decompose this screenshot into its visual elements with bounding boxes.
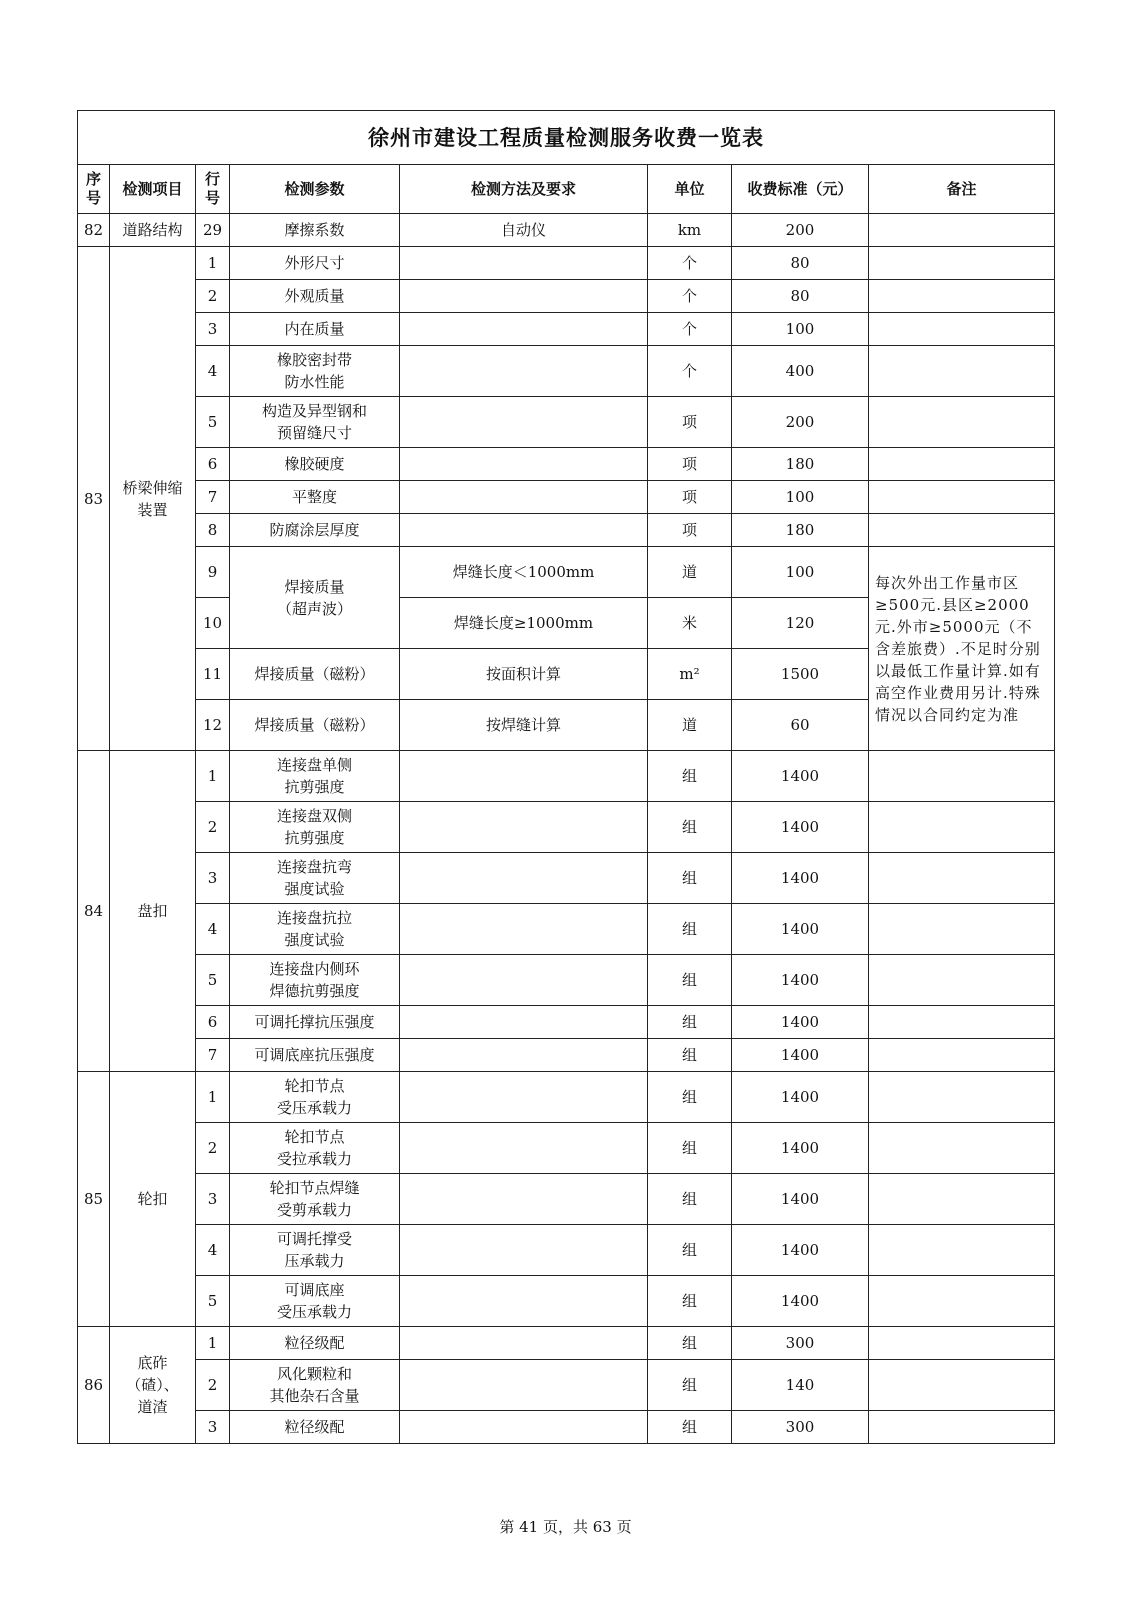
row-number: 5 xyxy=(196,955,230,1006)
remark-cell xyxy=(869,247,1055,280)
unit: 项 xyxy=(648,397,732,448)
table-row xyxy=(78,853,1055,904)
test-method xyxy=(400,448,648,481)
test-method xyxy=(400,1411,648,1444)
test-method xyxy=(400,397,648,448)
row-number: 4 xyxy=(196,904,230,955)
page-footer: 第 41 页，共 63 页 xyxy=(499,1518,632,1536)
table-row xyxy=(78,1006,1055,1039)
table-row xyxy=(78,1039,1055,1072)
remark-cell xyxy=(869,751,1055,802)
test-method xyxy=(400,802,648,853)
fee: 1400 xyxy=(732,1039,869,1072)
row-number: 1 xyxy=(196,751,230,802)
row-number: 1 xyxy=(196,247,230,280)
unit: 组 xyxy=(648,1276,732,1327)
test-parameter: 平整度 xyxy=(230,481,400,514)
fee: 1400 xyxy=(732,1276,869,1327)
header-fee: 收费标准（元） xyxy=(732,165,869,214)
fee: 120 xyxy=(732,598,869,649)
row-number: 2 xyxy=(196,280,230,313)
row-number: 7 xyxy=(196,481,230,514)
test-parameter: 粒径级配 xyxy=(230,1411,400,1444)
test-parameter: 摩擦系数 xyxy=(230,214,400,247)
unit: 组 xyxy=(648,1360,732,1411)
test-parameter: 轮扣节点焊缝 受剪承载力 xyxy=(230,1174,400,1225)
unit: 组 xyxy=(648,1327,732,1360)
row-number: 8 xyxy=(196,514,230,547)
test-parameter: 可调底座抗压强度 xyxy=(230,1039,400,1072)
unit: 组 xyxy=(648,1072,732,1123)
row-number: 6 xyxy=(196,1006,230,1039)
test-method xyxy=(400,280,648,313)
fee: 60 xyxy=(732,700,869,751)
remark-cell xyxy=(869,1276,1055,1327)
test-parameter: 连接盘双侧 抗剪强度 xyxy=(230,802,400,853)
test-parameter: 焊接质量（磁粉） xyxy=(230,649,400,700)
remark-cell xyxy=(869,346,1055,397)
fee: 100 xyxy=(732,481,869,514)
fee: 300 xyxy=(732,1327,869,1360)
remark-cell xyxy=(869,1039,1055,1072)
remark-cell xyxy=(869,1411,1055,1444)
fee: 200 xyxy=(732,397,869,448)
table-row xyxy=(78,247,1055,280)
test-method xyxy=(400,904,648,955)
table-title: 徐州市建设工程质量检测服务收费一览表 xyxy=(78,111,1055,165)
row-number: 12 xyxy=(196,700,230,751)
unit: 米 xyxy=(648,598,732,649)
row-number: 3 xyxy=(196,1174,230,1225)
table-row xyxy=(78,1174,1055,1225)
test-parameter: 连接盘抗拉 强度试验 xyxy=(230,904,400,955)
unit: 组 xyxy=(648,1039,732,1072)
table-row xyxy=(78,1360,1055,1411)
table-row xyxy=(78,751,1055,802)
unit: 组 xyxy=(648,1411,732,1444)
row-number: 1 xyxy=(196,1072,230,1123)
item-seq: 83 xyxy=(78,247,110,751)
row-number: 9 xyxy=(196,547,230,598)
item-seq: 84 xyxy=(78,751,110,1072)
row-number: 4 xyxy=(196,346,230,397)
table-row xyxy=(78,481,1055,514)
unit: 道 xyxy=(648,700,732,751)
table-row xyxy=(78,1225,1055,1276)
test-parameter: 轮扣节点 受压承载力 xyxy=(230,1072,400,1123)
unit: 组 xyxy=(648,1225,732,1276)
test-parameter: 外形尺寸 xyxy=(230,247,400,280)
row-number: 29 xyxy=(196,214,230,247)
test-method xyxy=(400,1276,648,1327)
item-name: 轮扣 xyxy=(110,1072,196,1327)
table-row xyxy=(78,955,1055,1006)
unit: 个 xyxy=(648,346,732,397)
table-row xyxy=(78,346,1055,397)
unit: 项 xyxy=(648,514,732,547)
fee: 1400 xyxy=(732,955,869,1006)
fee: 1400 xyxy=(732,1225,869,1276)
unit: 项 xyxy=(648,448,732,481)
item-name: 盘扣 xyxy=(110,751,196,1072)
test-parameter: 可调托撑受 压承载力 xyxy=(230,1225,400,1276)
unit: 个 xyxy=(648,247,732,280)
item-name: 底砟 （碴）、 道渣 xyxy=(110,1327,196,1444)
test-parameter: 粒径级配 xyxy=(230,1327,400,1360)
test-method xyxy=(400,1123,648,1174)
row-number: 2 xyxy=(196,1123,230,1174)
test-parameter: 焊接质量 （超声波） xyxy=(230,547,400,649)
fee: 80 xyxy=(732,247,869,280)
unit: 组 xyxy=(648,1174,732,1225)
test-method xyxy=(400,1327,648,1360)
test-method xyxy=(400,1174,648,1225)
row-number: 7 xyxy=(196,1039,230,1072)
remark-cell xyxy=(869,514,1055,547)
table-row xyxy=(78,1411,1055,1444)
header-method: 检测方法及要求 xyxy=(400,165,648,214)
unit: m² xyxy=(648,649,732,700)
fee: 200 xyxy=(732,214,869,247)
fee: 1400 xyxy=(732,751,869,802)
row-number: 3 xyxy=(196,1411,230,1444)
test-parameter: 橡胶密封带 防水性能 xyxy=(230,346,400,397)
remark-cell xyxy=(869,1072,1055,1123)
test-parameter: 防腐涂层厚度 xyxy=(230,514,400,547)
remark-cell xyxy=(869,1327,1055,1360)
row-number: 11 xyxy=(196,649,230,700)
fee: 1400 xyxy=(732,853,869,904)
table-row xyxy=(78,1276,1055,1327)
test-parameter: 连接盘抗弯 强度试验 xyxy=(230,853,400,904)
test-method xyxy=(400,1072,648,1123)
fee: 180 xyxy=(732,448,869,481)
remark-cell xyxy=(869,1360,1055,1411)
row-number: 2 xyxy=(196,1360,230,1411)
test-method xyxy=(400,1039,648,1072)
test-method: 自动仪 xyxy=(400,214,648,247)
fee: 1400 xyxy=(732,1072,869,1123)
remark-cell xyxy=(869,1225,1055,1276)
fee: 100 xyxy=(732,547,869,598)
row-number: 3 xyxy=(196,313,230,346)
row-number: 5 xyxy=(196,397,230,448)
test-parameter: 橡胶硬度 xyxy=(230,448,400,481)
test-method xyxy=(400,1360,648,1411)
remark-cell xyxy=(869,1123,1055,1174)
test-method: 焊缝长度≥1000mm xyxy=(400,598,648,649)
remark-cell xyxy=(869,1174,1055,1225)
table-row xyxy=(78,1072,1055,1123)
table-row xyxy=(78,397,1055,448)
test-parameter: 内在质量 xyxy=(230,313,400,346)
item-name: 桥梁伸缩 装置 xyxy=(110,247,196,751)
table-row xyxy=(78,802,1055,853)
table-row xyxy=(78,448,1055,481)
test-parameter: 风化颗粒和 其他杂石含量 xyxy=(230,1360,400,1411)
test-method xyxy=(400,955,648,1006)
table-row xyxy=(78,904,1055,955)
unit: 组 xyxy=(648,904,732,955)
header-item: 检测项目 xyxy=(110,165,196,214)
row-number: 3 xyxy=(196,853,230,904)
test-parameter: 焊接质量（磁粉） xyxy=(230,700,400,751)
remark-cell xyxy=(869,802,1055,853)
row-number: 4 xyxy=(196,1225,230,1276)
header-row-no: 行 号 xyxy=(196,165,230,214)
fee: 400 xyxy=(732,346,869,397)
table-row xyxy=(78,514,1055,547)
table-row xyxy=(78,1327,1055,1360)
fee: 1500 xyxy=(732,649,869,700)
header-unit: 单位 xyxy=(648,165,732,214)
remark-cell xyxy=(869,397,1055,448)
test-method: 按焊缝计算 xyxy=(400,700,648,751)
fee: 1400 xyxy=(732,1123,869,1174)
unit: 道 xyxy=(648,547,732,598)
fee-table xyxy=(77,110,1055,1444)
test-parameter: 可调底座 受压承载力 xyxy=(230,1276,400,1327)
item-name: 道路结构 xyxy=(110,214,196,247)
table-row xyxy=(78,1123,1055,1174)
unit: 组 xyxy=(648,1006,732,1039)
row-number: 10 xyxy=(196,598,230,649)
test-method xyxy=(400,1225,648,1276)
table-row xyxy=(78,547,1055,598)
table-row xyxy=(78,280,1055,313)
unit: 个 xyxy=(648,280,732,313)
test-method xyxy=(400,481,648,514)
table-row xyxy=(78,313,1055,346)
fee: 300 xyxy=(732,1411,869,1444)
fee: 80 xyxy=(732,280,869,313)
test-method xyxy=(400,514,648,547)
remark-cell xyxy=(869,280,1055,313)
test-method xyxy=(400,853,648,904)
remark-cell xyxy=(869,853,1055,904)
row-number: 1 xyxy=(196,1327,230,1360)
item-seq: 86 xyxy=(78,1327,110,1444)
test-method xyxy=(400,313,648,346)
row-number: 5 xyxy=(196,1276,230,1327)
remark-cell xyxy=(869,448,1055,481)
header-param: 检测参数 xyxy=(230,165,400,214)
fee: 100 xyxy=(732,313,869,346)
fee: 1400 xyxy=(732,1006,869,1039)
unit: 个 xyxy=(648,313,732,346)
fee: 140 xyxy=(732,1360,869,1411)
unit: 组 xyxy=(648,853,732,904)
test-parameter: 连接盘内侧环 焊德抗剪强度 xyxy=(230,955,400,1006)
fee: 1400 xyxy=(732,1174,869,1225)
test-parameter: 轮扣节点 受拉承载力 xyxy=(230,1123,400,1174)
header-row xyxy=(78,165,1055,214)
header-remark: 备注 xyxy=(869,165,1055,214)
remark-note: 每次外出工作量市区≥500元.县区≥2000元.外市≥5000元（不含差旅费）.不足时分别以最低工作量计算.如有高空作业费用另计.特殊情况以合同约定为准 xyxy=(869,547,1055,751)
item-seq: 85 xyxy=(78,1072,110,1327)
fee: 1400 xyxy=(732,904,869,955)
unit: 项 xyxy=(648,481,732,514)
test-method: 按面积计算 xyxy=(400,649,648,700)
test-method xyxy=(400,346,648,397)
test-method xyxy=(400,751,648,802)
test-parameter: 可调托撑抗压强度 xyxy=(230,1006,400,1039)
unit: 组 xyxy=(648,751,732,802)
test-parameter: 外观质量 xyxy=(230,280,400,313)
remark-cell xyxy=(869,955,1055,1006)
test-method: 焊缝长度＜1000mm xyxy=(400,547,648,598)
test-method xyxy=(400,1006,648,1039)
remark-cell xyxy=(869,1006,1055,1039)
unit: 组 xyxy=(648,802,732,853)
test-parameter: 构造及异型钢和 预留缝尺寸 xyxy=(230,397,400,448)
unit: 组 xyxy=(648,1123,732,1174)
remark-cell xyxy=(869,313,1055,346)
remark-cell xyxy=(869,214,1055,247)
test-parameter: 连接盘单侧 抗剪强度 xyxy=(230,751,400,802)
fee: 1400 xyxy=(732,802,869,853)
remark-cell xyxy=(869,904,1055,955)
test-method xyxy=(400,247,648,280)
remark-cell xyxy=(869,481,1055,514)
fee: 180 xyxy=(732,514,869,547)
header-seq: 序 号 xyxy=(78,165,110,214)
unit: 组 xyxy=(648,955,732,1006)
row-number: 6 xyxy=(196,448,230,481)
row-number: 2 xyxy=(196,802,230,853)
item-seq: 82 xyxy=(78,214,110,247)
unit: km xyxy=(648,214,732,247)
table-row xyxy=(78,214,1055,247)
